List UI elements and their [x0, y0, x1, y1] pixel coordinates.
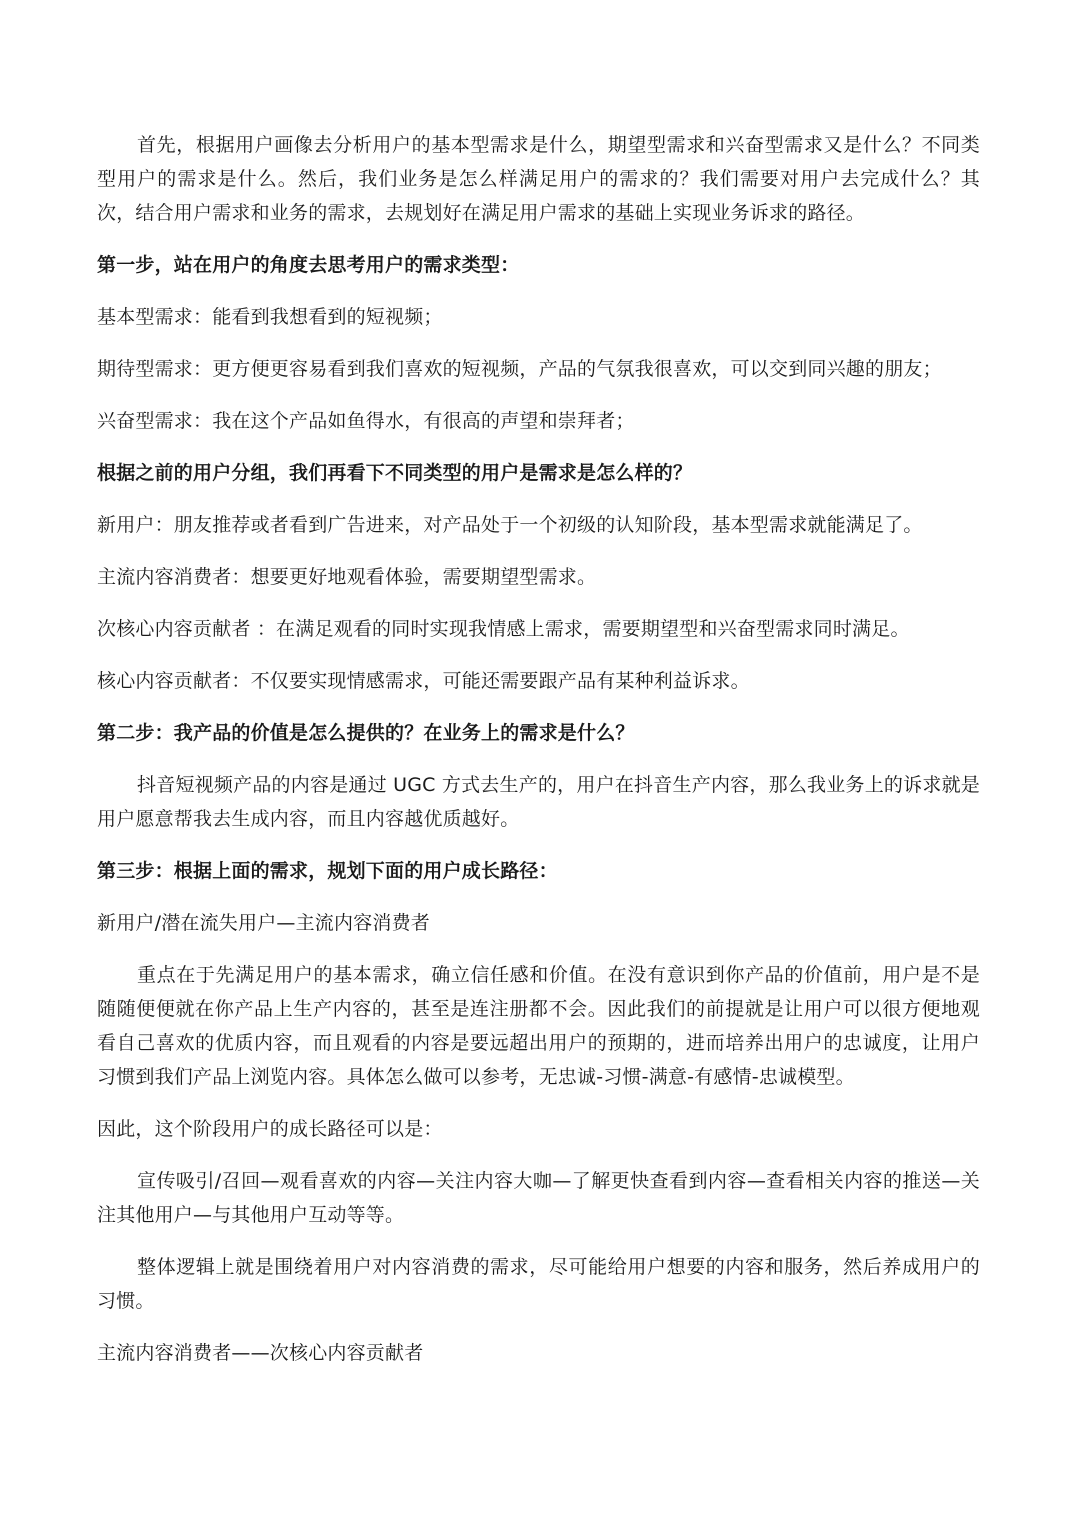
growth-path-steps: 宣传吸引/召回—观看喜欢的内容—关注内容大咖—了解更快查看到内容—查看相关内容的推送—关注其他用户—与其他用户互动等等。: [97, 1170, 980, 1226]
path-two-title: 主流内容消费者——次核心内容贡献者: [97, 1342, 424, 1364]
excitement-need-item: 兴奋型需求：我在这个产品如鱼得水，有很高的声望和崇拜者；: [97, 410, 635, 432]
step-two-heading: 第二步：我产品的价值是怎么提供的？在业务上的需求是什么？: [97, 722, 635, 744]
secondary-contributor-item: 次核心内容贡献者 ：在满足观看的同时实现我情感上需求，需要期望型和兴奋型需求同时满足。: [97, 618, 910, 640]
path-one-title: 新用户/潜在流失用户—主流内容消费者: [97, 912, 431, 934]
trust-paragraph: 重点在于先满足用户的基本需求，确立信任感和价值。在没有意识到你产品的价值前，用户是不是随随便便就在你产品上生产内容的，甚至是连注册都不会。因此我们的前提就是让用户可以很方便地观看自己喜欢的优质内容，而且观看的内容是要远超出用户的预期的，进而培养出用户的忠诚度，让用户习惯到我们产品上浏览内容。具体怎么做可以参考，无忠诚-习惯-满意-有感情-忠诚模型。: [97, 964, 980, 1088]
document-body: [97, 128, 980, 1388]
core-contributor-item: 核心内容贡献者：不仅要实现情感需求，可能还需要跟产品有某种利益诉求。: [97, 670, 750, 692]
new-user-item: 新用户：朋友推荐或者看到广告进来，对产品处于一个初级的认知阶段，基本型需求就能满足了。: [97, 514, 923, 536]
overall-logic-paragraph: 整体逻辑上就是围绕着用户对内容消费的需求，尽可能给用户想要的内容和服务，然后养成用户的习惯。: [97, 1256, 980, 1312]
user-group-heading: 根据之前的用户分组，我们再看下不同类型的用户是需求是怎么样的？: [97, 462, 693, 484]
intro-paragraph: 首先，根据用户画像去分析用户的基本型需求是什么，期望型需求和兴奋型需求又是什么？不同类型用户的需求是什么。然后，我们业务是怎么样满足用户的需求的？我们需要对用户去完成什么？其次，结合用户需求和业务的需求，去规划好在满足用户需求的基础上实现业务诉求的路径。: [97, 134, 980, 224]
basic-need-item: 基本型需求：能看到我想看到的短视频；: [97, 306, 443, 328]
expected-need-item: 期待型需求：更方便更容易看到我们喜欢的短视频，产品的气氛我很喜欢，可以交到同兴趣的朋友；: [97, 358, 942, 380]
step-one-heading: 第一步，站在用户的角度去思考用户的需求类型：: [97, 254, 520, 276]
mainstream-consumer-item: 主流内容消费者：想要更好地观看体验，需要期望型需求。: [97, 566, 597, 588]
step-three-heading: 第三步：根据上面的需求，规划下面的用户成长路径：: [97, 860, 558, 882]
growth-path-intro: 因此，这个阶段用户的成长路径可以是：: [97, 1118, 443, 1140]
ugc-paragraph: 抖音短视频产品的内容是通过 UGC 方式去生产的，用户在抖音生产内容，那么我业务上的诉求就是用户愿意帮我去生成内容，而且内容越优质越好。: [97, 774, 980, 830]
